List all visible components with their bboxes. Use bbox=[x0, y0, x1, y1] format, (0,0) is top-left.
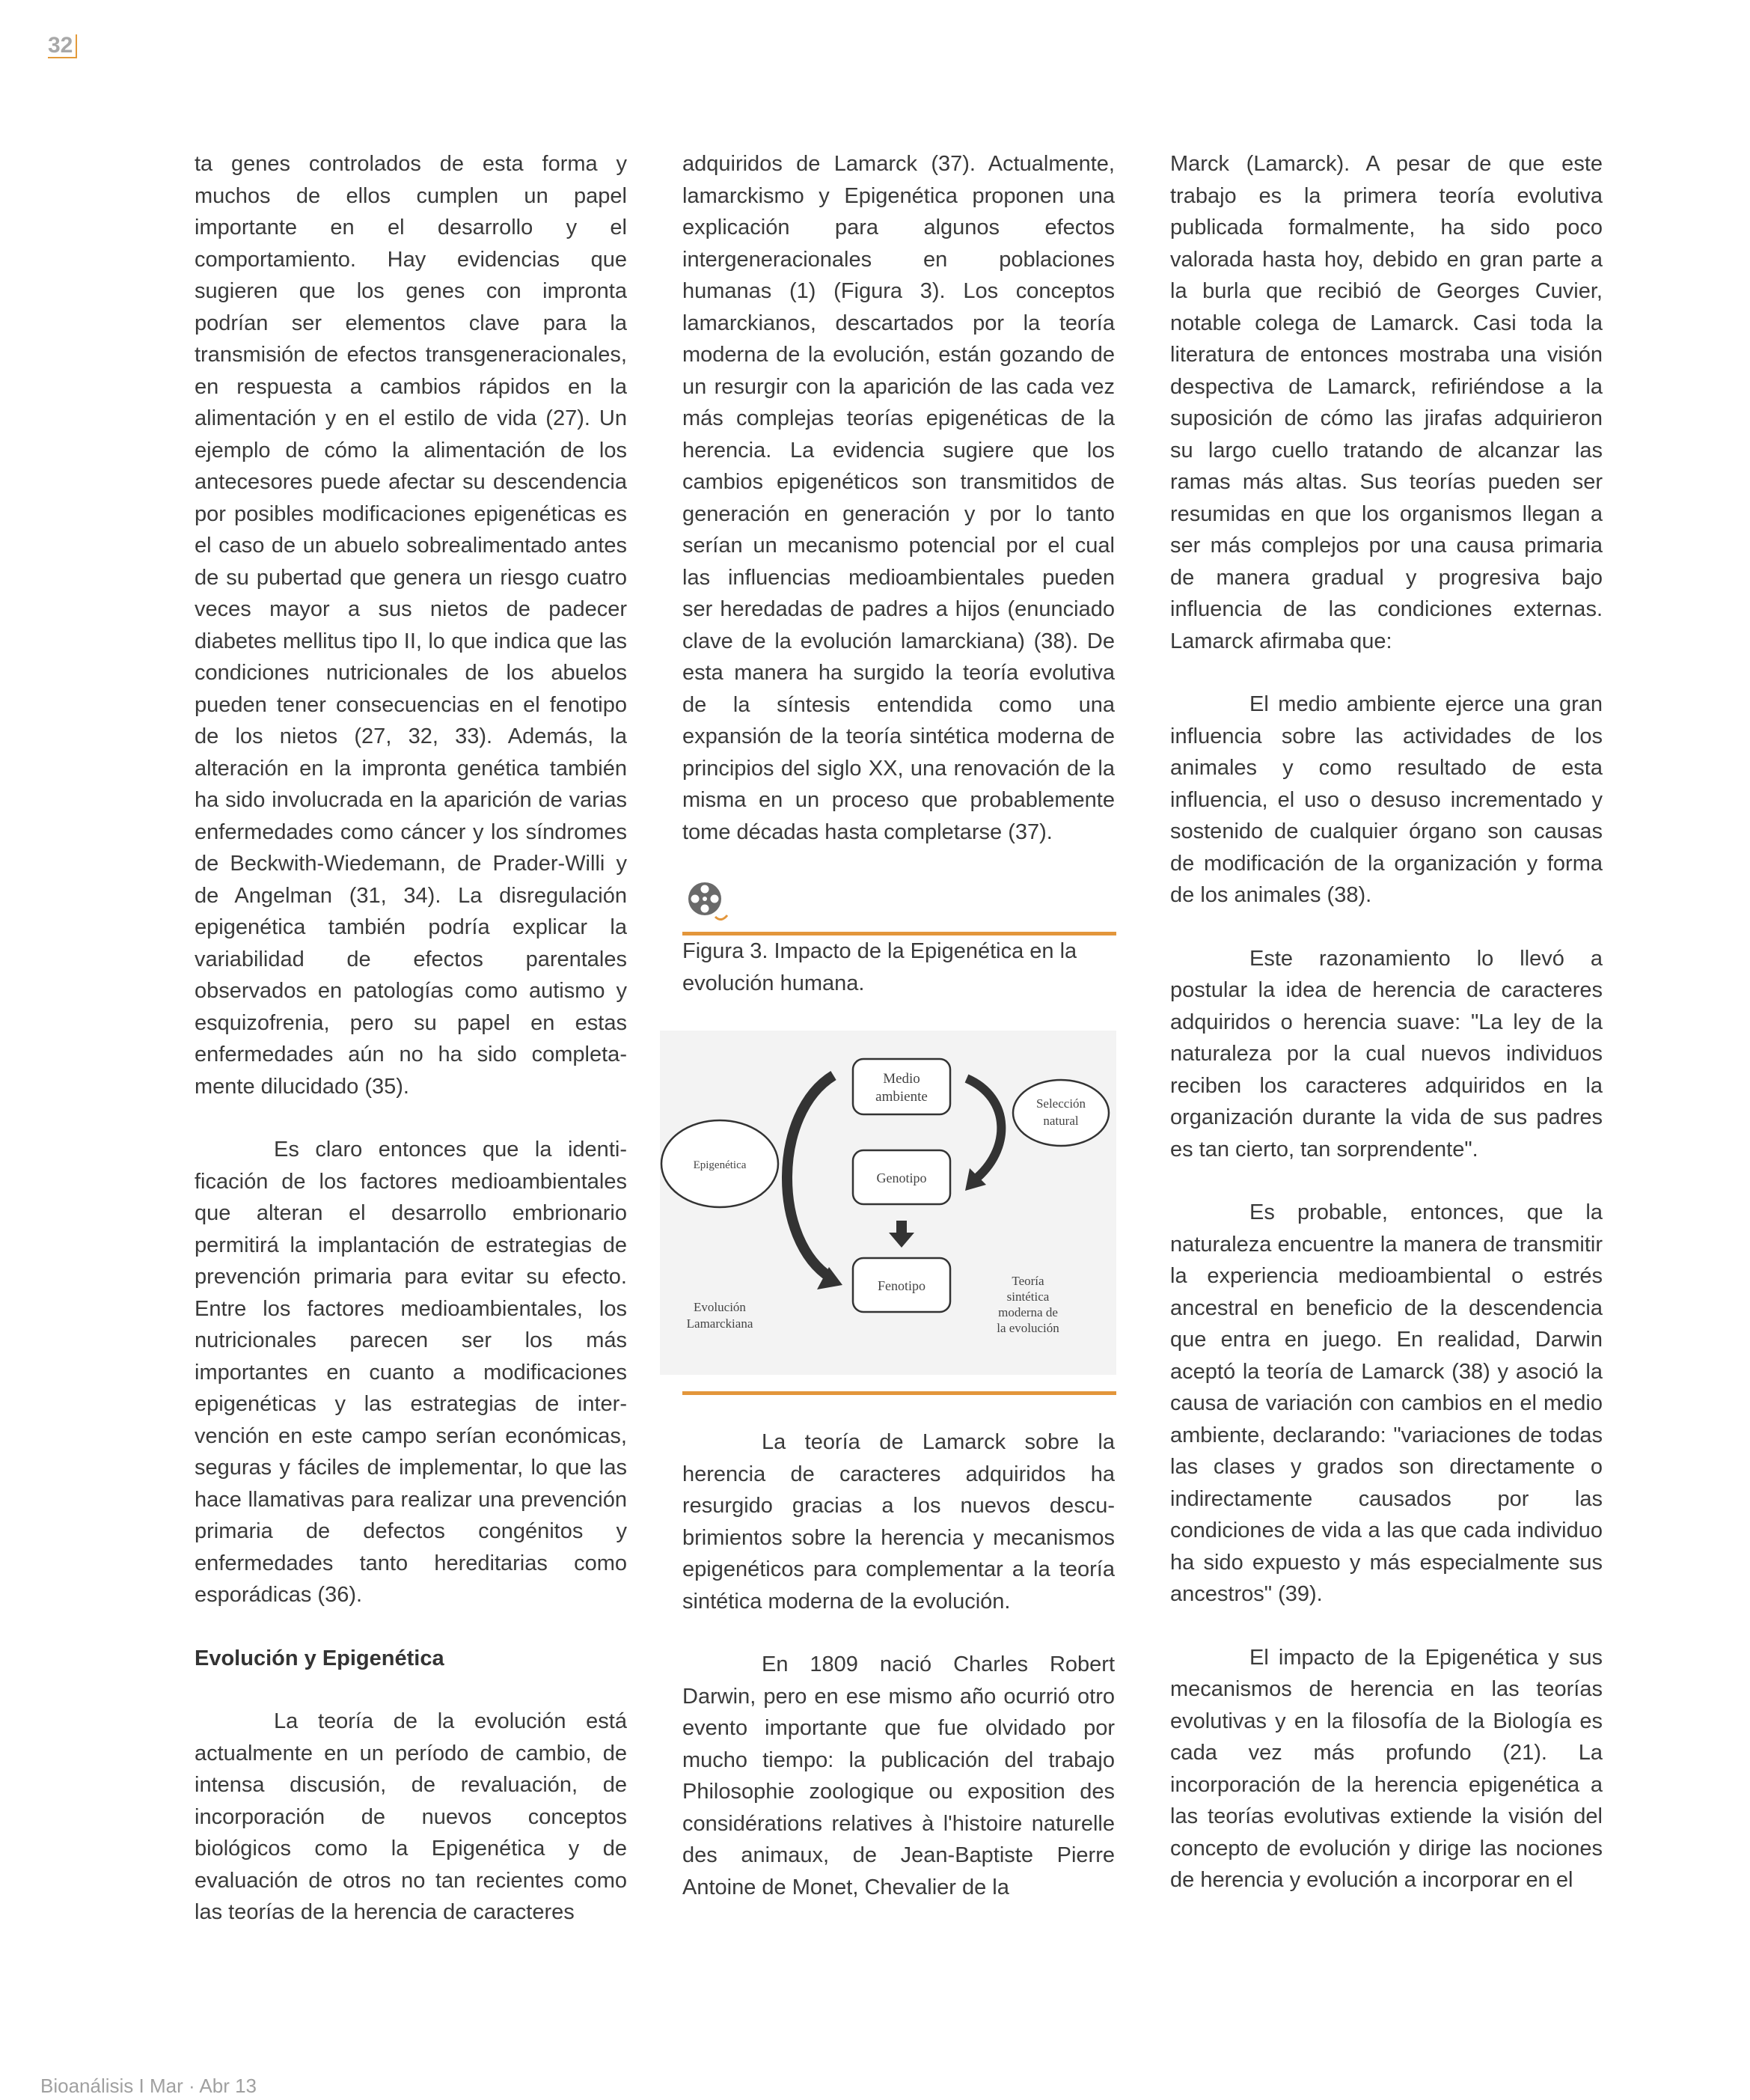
paragraph: El impacto de la Epigenética y sus mecanismos de herencia en las teorías evolutivas y en la filosofía de la Biología es cada vez más profundo (21). La incorporación de la herencia epigenética a las teorías evolutivas extiende la visión del concepto de evolución y dirige las nociones de herencia y evolución a incorporar en el bbox=[1170, 1645, 1603, 1892]
paragraph: adquiridos de Lamarck (37). Actualmente, lamarckismo y Epigenética proponen una explicación para algunos efectos intergeneracionales en poblaciones humanas (1) (Figura 3). Los conceptos lamarckianos, descartados por la teoría moderna de la evolución, están gozando de un resurgir con la aparición de las cada vez más complejas teorías epigenéticas de la herencia. La evidencia sugiere que los cambios epigenéticos son transmitidos de generación en generación y por lo tanto serían un mecanismo potencial por el cual las influencias medioambientales pueden ser heredadas de padres a hijos (enunciado clave de la evolución lamarckiana) (38). De esta manera ha surgido la teoría evolutiva de la síntesis entendida como una expansión de la teoría sintética moderna de principios del siglo XX, una renovación de la misma en un proceso que probablemente tome décadas hasta completarse (37). bbox=[682, 152, 1115, 844]
node-label: Selección bbox=[1035, 1096, 1086, 1111]
paragraph: Es probable, entonces, que la naturaleza encuentre la manera de transmitir la experiencia medioambiental o estrés ancestral en beneficio de la descendencia que entra en juego. En realidad, Darwin aceptó la teoría de Lamarck (38) y asoció la causa de variación con cambios en el medio ambiente, declarando: "variaciones de todas las clases y grados son directamente o indirectamente causados por las condiciones de vida a las que cada individuo ha sido expuesto y más especialmente sus ancestros" (39). bbox=[1170, 1200, 1603, 1606]
node-label: Fenotipo bbox=[877, 1278, 926, 1293]
paragraph: En 1809 nació Charles Robert Darwin, pero en ese mismo año ocurrió otro evento importante que fue olvidado por mucho tiempo: la publicación del trabajo Philosophie zoologique ou exposition des considérations relatives à l'histoire naturelle des animaux, de Jean-Baptiste Pierre Antoine de Monet, Chevalier de la bbox=[682, 1652, 1115, 1899]
film-reel-icon bbox=[685, 879, 730, 924]
paragraph: ta genes controlados de esta forma y muchos de ellos cumplen un papel importante en el desarrollo y el comportamiento. Hay evidencias que sugieren que los genes con impronta podrían ser elementos clave para la transmisión de efectos transgeneracionales, en respuesta a cambios rápidos en la alimentación y en el estilo de vida (27). Un ejemplo de cómo la alimentación de los antecesores puede afectar su descendencia por posibles modificaciones epigenéticas es el caso de un abuelo sobrealimentado antes de su pubertad que genera un riesgo cuatro veces mayor a sus nietos de padecer diabetes mellitus tipo II, lo que indica que las condiciones nutricionales de los abuelos pueden tener consecuencias en el fenotipo de los nietos (27, 32, 33). Además, la alteración en la impronta genética también ha sido involucrada en la aparición de varias enfermedades como cáncer y los síndromes de Beckwith-Wiedemann, de Prader-Willi y de Angelman (31, 34). La disregulación epigenética también podría explicar la variabilidad de efectos parentales observados en patologías como autismo y esquizofrenia, pero su papel en estas enfermedades aún no ha sido completamente dilucidado (35). bbox=[195, 152, 627, 1099]
label-teoria-sintetica: Teoría bbox=[1012, 1274, 1044, 1288]
node-label: ambiente bbox=[875, 1089, 928, 1105]
node-label: Medio bbox=[883, 1071, 920, 1087]
node-label: Epigenética bbox=[693, 1159, 747, 1171]
paragraph: La teoría de la evolución está actualmente en un período de cambio, de intensa discusión, de revaluación, de incorporación de nuevos conceptos biológicos como la Epigenética y de evaluación de otros no tan recientes como las teorías de la herencia de caracteres bbox=[195, 1709, 627, 1924]
node-medio-ambiente bbox=[853, 1059, 950, 1114]
column-1 bbox=[195, 148, 627, 1960]
quote-paragraph: El medio ambiente ejerce una gran influencia sobre las actividades de los animales y como resultado de esta influencia, el uso o desuso incrementado y sostenido de cualquier órgano son causas de modificación de la organización y forma de los animales (38). bbox=[1170, 692, 1603, 907]
paragraph: La teoría de Lamarck sobre la herencia de caracteres adquiridos ha resurgido gracias a los nuevos descubrimientos sobre la herencia y mecanismos epigenéticos para complementar a la teoría sintética moderna de la evolución. bbox=[682, 1430, 1115, 1614]
figure-3 bbox=[682, 879, 1115, 1395]
evolution-diagram bbox=[660, 1031, 1116, 1375]
node-seleccion-natural bbox=[1013, 1080, 1109, 1146]
label-teoria-sintetica: la evolución bbox=[997, 1321, 1059, 1335]
paragraph: Este razonamiento lo llevó a postular la idea de herencia de caracteres adquiridos o herencia suave: "La ley de la naturaleza por la cual nuevos individuos reciben los caracteres adquiridos en la organización durante la vida de sus padres es tan cierto, tan sorprendente". bbox=[1170, 946, 1603, 1162]
label-teoria-sintetica: moderna de bbox=[998, 1305, 1058, 1319]
footer-journal-info: Bioanálisis I Mar · Abr 13 bbox=[40, 2075, 257, 2097]
page-number: 32 bbox=[48, 34, 77, 58]
figure-caption: Figura 3. Impacto de la Epigenética en la evolución humana. bbox=[682, 939, 1077, 995]
node-label: Genotipo bbox=[876, 1170, 927, 1185]
figure-bottom-rule bbox=[682, 1391, 1116, 1395]
section-heading: Evolución y Epigenética bbox=[195, 1646, 444, 1670]
label-evolucion-lamarckiana: Lamarckiana bbox=[686, 1316, 753, 1331]
paragraph: Es claro entonces que la identificación de los factores medioambientales que alteran el desarrollo embrionario permitirá la implantación de estrategias de prevención primaria para evitar su efecto. Entre los factores medioambientales, los nutricionales parecen ser los más importantes en cuanto a modificaciones epigenéticas y las estrategias de intervención en este campo serían económicas, seguras y fáciles de implementar, lo que las hace llamativas para realizar una prevención primaria de defectos congénitos y enfermedades tanto hereditarias como esporádicas (36). bbox=[195, 1138, 627, 1607]
node-label: natural bbox=[1043, 1114, 1079, 1128]
label-evolucion-lamarckiana: Evolución bbox=[694, 1300, 746, 1314]
paragraph: Marck (Lamarck). A pesar de que este trabajo es la primera teoría evolutiva publicada formalmente, ha sido poco valorada hasta hoy, debido en gran parte a la burla que recibió de Georges Cuvier, notable colega de Lamarck. Casi toda la literatura de entonces mostraba una visión despectiva de Lamarck, refiriéndose a la suposición de cómo las jirafas adquirieron su largo cuello tratando de alcanzar las ramas más altas. Sus teorías pueden ser resumidas en que los organismos llegan a ser más complejos por una causa primaria de manera gradual y progresiva bajo influencia de las condiciones externas. Lamarck afirmaba que: bbox=[1170, 152, 1603, 653]
label-teoria-sintetica: sintética bbox=[1006, 1289, 1050, 1304]
column-2 bbox=[682, 148, 1115, 1935]
column-3 bbox=[1170, 148, 1603, 1928]
